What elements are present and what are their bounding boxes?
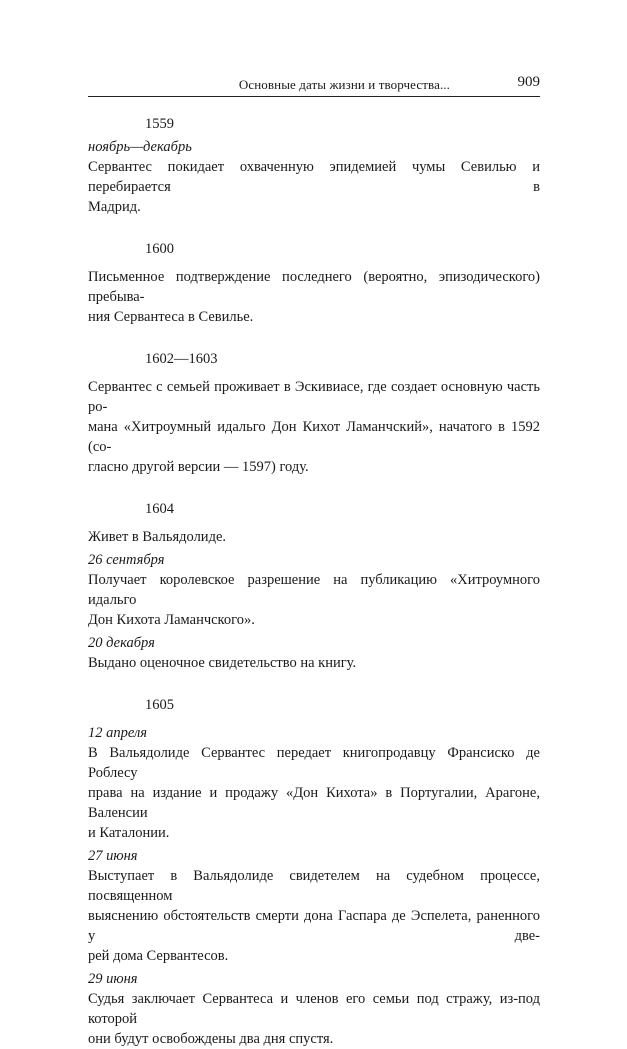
year-heading: 1604: [145, 501, 174, 517]
text-line: Выдано оценочное свидетельство на книгу.: [88, 655, 357, 671]
date-label: 29 июня: [88, 971, 138, 987]
text-line: мана «Хитроумный идальго Дон Кихот Ламанчский», начатого в 1592 (со-: [88, 419, 540, 455]
page-number: 909: [517, 74, 540, 90]
header-rule: [88, 96, 540, 97]
text-line: Выступает в Вальядолиде свидетелем на судебном процессе, посвященном: [88, 868, 540, 904]
date-label: ноябрь—декабрь: [88, 139, 192, 155]
text-line: выяснению обстоятельств смерти дона Гаспара де Эспелета, раненного у две-: [88, 908, 540, 944]
text-line: они будут освобождены два дня спустя.: [88, 1031, 334, 1047]
entry-text: [88, 267, 540, 327]
text-line: ния Сервантеса в Севилье.: [88, 309, 254, 325]
text-line: В Вальядолиде Сервантес передает книгопродавцу Франсиско де Роблесу: [88, 745, 540, 781]
running-title: Основные даты жизни и творчества...: [238, 77, 450, 92]
text-line: права на издание и продажу «Дон Кихота» в Португалии, Арагоне, Валенсии: [88, 785, 540, 821]
running-header: [88, 74, 540, 96]
year-heading: 1600: [145, 241, 174, 257]
date-label: 27 июня: [88, 848, 138, 864]
entry-text: [88, 527, 540, 547]
year-heading: 1602—1603: [145, 351, 218, 367]
date-label: 26 сентября: [88, 552, 165, 568]
date-label: 12 апреля: [88, 725, 148, 741]
text-line: гласно другой версии — 1597) году.: [88, 459, 309, 475]
text-line: Живет в Вальядолиде.: [88, 529, 227, 545]
text-line: Дон Кихота Ламанчского».: [88, 612, 255, 628]
text-line: рей дома Сервантесов.: [88, 948, 229, 964]
entry-text: [88, 743, 540, 843]
year-heading: 1559: [145, 116, 174, 132]
text-line: Мадрид.: [88, 199, 141, 215]
entry-text: [88, 653, 540, 673]
entry-text: [88, 157, 540, 217]
text-line: Письменное подтверждение последнего (вероятно, эпизодического) пребыва-: [88, 269, 540, 305]
entry-text: [88, 866, 540, 966]
entry-text: [88, 570, 540, 630]
date-label: 20 декабря: [88, 635, 155, 651]
entry-text: [88, 989, 540, 1049]
text-line: Получает королевское разрешение на публикацию «Хитроумного идальго: [88, 572, 540, 608]
text-line: и Каталонии.: [88, 825, 170, 841]
year-heading: 1605: [145, 697, 174, 713]
chronology-body: [88, 114, 540, 1049]
entry-text: [88, 377, 540, 477]
text-line: Судья заключает Сервантеса и членов его семьи под стражу, из-под которой: [88, 991, 540, 1027]
text-line: Сервантес с семьей проживает в Эскивиасе, где создает основную часть ро-: [88, 379, 540, 415]
text-line: Сервантес покидает охваченную эпидемией чумы Севилью и перебирается в: [88, 159, 540, 195]
